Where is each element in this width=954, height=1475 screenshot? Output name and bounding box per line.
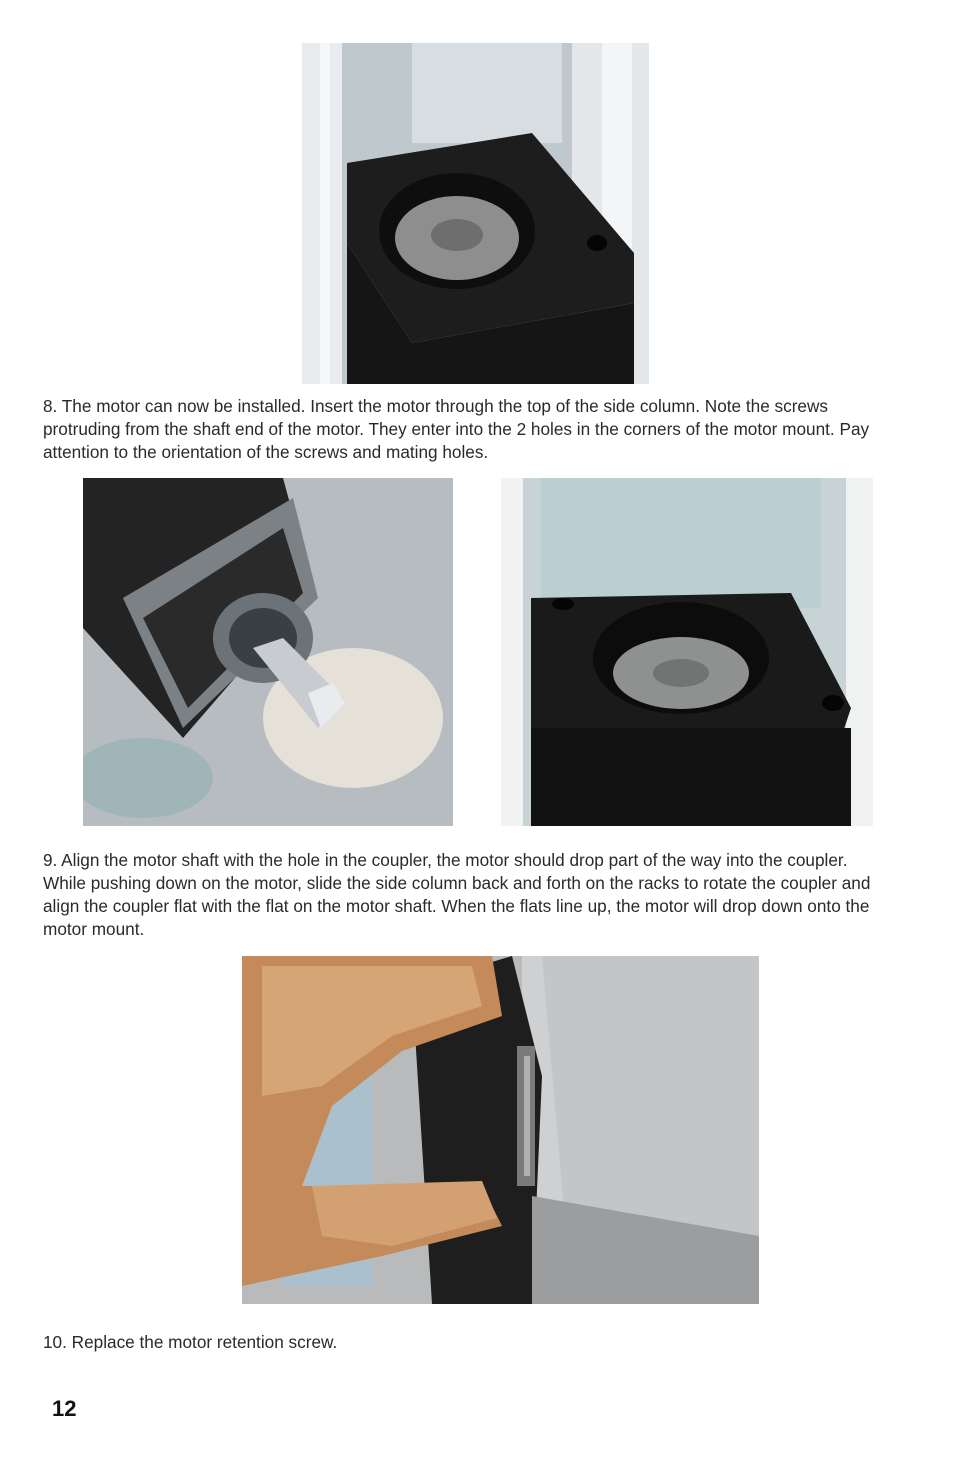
step-10-text: 10. Replace the motor retention screw.	[43, 1332, 338, 1352]
motor-mount-photo	[302, 43, 649, 384]
hand-motor-photo	[242, 956, 759, 1304]
step-9-text: 9. Align the motor shaft with the hole in the coupler, the motor should drop part of the way into the coupler. While pushing down on the motor, slide the side column back and forth on the racks to rotate the coupler and align the coupler flat with the flat on the motor shaft. When the flats line up, the motor will drop down onto the motor mount.	[43, 850, 871, 939]
mount-holes-photo	[501, 478, 873, 826]
page-number: 12	[52, 1396, 77, 1421]
step-8-text: 8. The motor can now be installed. Insert the motor through the top of the side column. Note the screws protruding from the shaft end of the motor. They enter into the 2 holes in the corners of the motor mount. Pay attention to the orientation of the screws and mating holes.	[43, 396, 870, 462]
motor-shaft-photo	[83, 478, 453, 826]
